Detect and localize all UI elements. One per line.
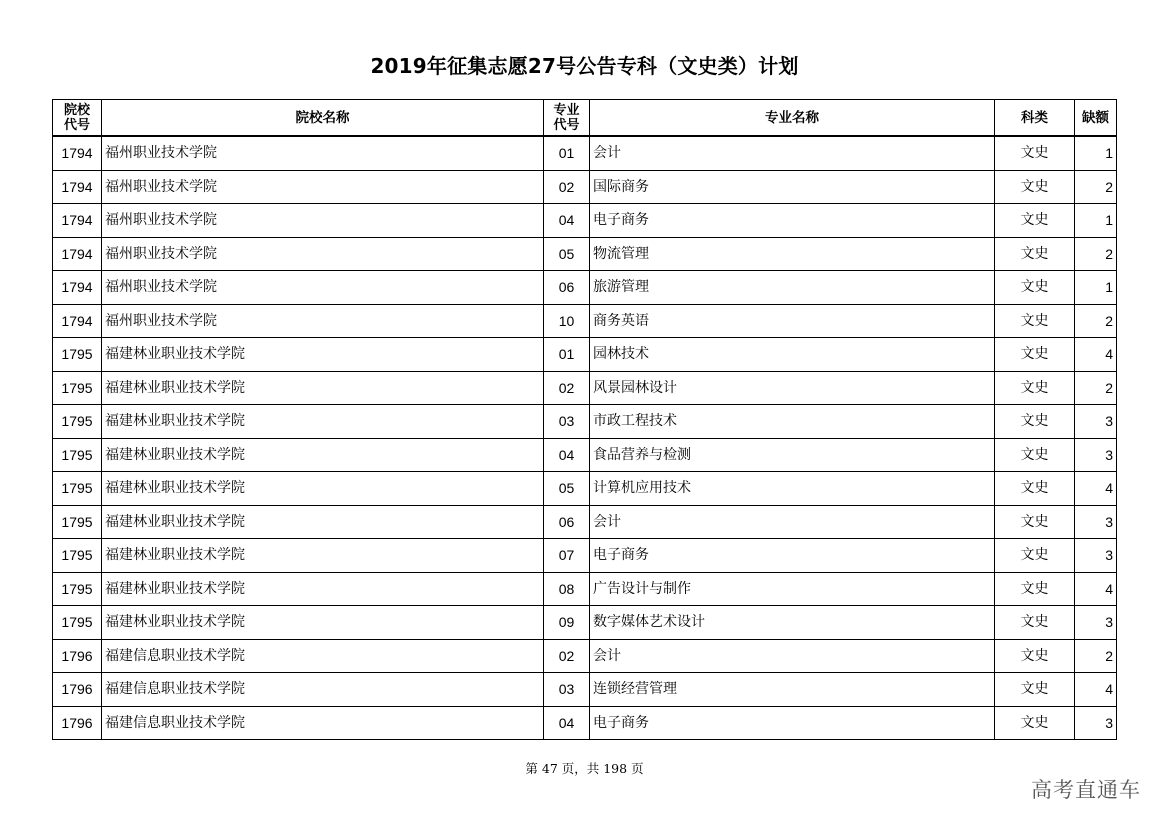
major-name-cell: 风景园林设计 <box>590 371 995 405</box>
table-header-row <box>53 100 1117 137</box>
school-code-cell: 1795 <box>53 539 102 573</box>
major-code-cell: 01 <box>544 338 590 372</box>
school-name-cell: 福建林业职业技术学院 <box>102 371 544 405</box>
table-row <box>53 204 1117 238</box>
table-row <box>53 237 1117 271</box>
major-code-cell: 09 <box>544 606 590 640</box>
school-name-cell: 福州职业技术学院 <box>102 304 544 338</box>
school-name-cell: 福州职业技术学院 <box>102 271 544 305</box>
school-code-cell: 1795 <box>53 606 102 640</box>
subject-cell: 文史 <box>995 304 1075 338</box>
major-code-cell: 07 <box>544 539 590 573</box>
table-row <box>53 606 1117 640</box>
subject-cell: 文史 <box>995 405 1075 439</box>
quota-cell: 4 <box>1075 673 1117 707</box>
major-code-cell: 04 <box>544 706 590 740</box>
quota-cell: 3 <box>1075 505 1117 539</box>
quota-cell: 2 <box>1075 371 1117 405</box>
major-name-cell: 市政工程技术 <box>590 405 995 439</box>
major-code-cell: 04 <box>544 438 590 472</box>
quota-cell: 2 <box>1075 237 1117 271</box>
major-name-cell: 电子商务 <box>590 706 995 740</box>
major-name-cell: 计算机应用技术 <box>590 472 995 506</box>
subject-cell: 文史 <box>995 271 1075 305</box>
subject-cell: 文史 <box>995 706 1075 740</box>
quota-cell: 2 <box>1075 170 1117 204</box>
major-code-cell: 02 <box>544 170 590 204</box>
major-name-cell: 园林技术 <box>590 338 995 372</box>
quota-cell: 1 <box>1075 204 1117 238</box>
header-subject: 科类 <box>995 100 1075 137</box>
table-row <box>53 505 1117 539</box>
school-name-cell: 福州职业技术学院 <box>102 237 544 271</box>
table-row <box>53 405 1117 439</box>
school-name-cell: 福建信息职业技术学院 <box>102 706 544 740</box>
school-code-cell: 1795 <box>53 405 102 439</box>
subject-cell: 文史 <box>995 539 1075 573</box>
major-name-cell: 连锁经营管理 <box>590 673 995 707</box>
quota-cell: 3 <box>1075 606 1117 640</box>
page-title: 2019年征集志愿27号公告专科（文史类）计划 <box>370 54 799 78</box>
subject-cell: 文史 <box>995 639 1075 673</box>
quota-cell: 3 <box>1075 706 1117 740</box>
header-school-name: 院校名称 <box>102 100 544 137</box>
header-major-code: 专业 代号 <box>544 100 590 137</box>
major-code-cell: 02 <box>544 371 590 405</box>
table-row <box>53 572 1117 606</box>
school-name-cell: 福建信息职业技术学院 <box>102 639 544 673</box>
quota-cell: 1 <box>1075 271 1117 305</box>
subject-cell: 文史 <box>995 136 1075 170</box>
major-code-cell: 10 <box>544 304 590 338</box>
school-code-cell: 1794 <box>53 204 102 238</box>
table-row <box>53 639 1117 673</box>
major-name-cell: 物流管理 <box>590 237 995 271</box>
enrollment-plan-table <box>52 99 1117 740</box>
quota-cell: 2 <box>1075 304 1117 338</box>
school-code-cell: 1795 <box>53 371 102 405</box>
quota-cell: 3 <box>1075 405 1117 439</box>
school-name-cell: 福建林业职业技术学院 <box>102 338 544 372</box>
major-code-cell: 04 <box>544 204 590 238</box>
major-name-cell: 会计 <box>590 136 995 170</box>
subject-cell: 文史 <box>995 237 1075 271</box>
table-row <box>53 472 1117 506</box>
major-name-cell: 电子商务 <box>590 204 995 238</box>
table-row <box>53 438 1117 472</box>
school-code-cell: 1795 <box>53 505 102 539</box>
major-name-cell: 广告设计与制作 <box>590 572 995 606</box>
school-code-cell: 1796 <box>53 639 102 673</box>
school-code-cell: 1794 <box>53 304 102 338</box>
major-code-cell: 05 <box>544 472 590 506</box>
major-code-cell: 08 <box>544 572 590 606</box>
school-code-cell: 1794 <box>53 170 102 204</box>
major-code-cell: 03 <box>544 405 590 439</box>
quota-cell: 4 <box>1075 572 1117 606</box>
quota-cell: 4 <box>1075 338 1117 372</box>
school-code-cell: 1795 <box>53 572 102 606</box>
school-code-cell: 1794 <box>53 136 102 170</box>
quota-cell: 1 <box>1075 136 1117 170</box>
table-row <box>53 673 1117 707</box>
major-code-cell: 06 <box>544 505 590 539</box>
school-name-cell: 福州职业技术学院 <box>102 136 544 170</box>
header-quota: 缺额 <box>1075 100 1117 137</box>
header-school-code: 院校 代号 <box>53 100 102 137</box>
quota-cell: 3 <box>1075 539 1117 573</box>
major-code-cell: 06 <box>544 271 590 305</box>
major-code-cell: 02 <box>544 639 590 673</box>
school-name-cell: 福建林业职业技术学院 <box>102 505 544 539</box>
major-name-cell: 旅游管理 <box>590 271 995 305</box>
subject-cell: 文史 <box>995 505 1075 539</box>
subject-cell: 文史 <box>995 338 1075 372</box>
school-name-cell: 福建林业职业技术学院 <box>102 606 544 640</box>
subject-cell: 文史 <box>995 606 1075 640</box>
school-code-cell: 1794 <box>53 271 102 305</box>
watermark-text: 高考直通车 <box>1031 778 1141 802</box>
table-body <box>53 136 1117 740</box>
major-name-cell: 国际商务 <box>590 170 995 204</box>
subject-cell: 文史 <box>995 371 1075 405</box>
school-code-cell: 1795 <box>53 472 102 506</box>
school-name-cell: 福建林业职业技术学院 <box>102 472 544 506</box>
school-name-cell: 福建林业职业技术学院 <box>102 539 544 573</box>
table-row <box>53 136 1117 170</box>
major-code-cell: 05 <box>544 237 590 271</box>
subject-cell: 文史 <box>995 170 1075 204</box>
school-name-cell: 福建林业职业技术学院 <box>102 405 544 439</box>
school-code-cell: 1795 <box>53 438 102 472</box>
table-row <box>53 539 1117 573</box>
school-code-cell: 1796 <box>53 673 102 707</box>
school-name-cell: 福建信息职业技术学院 <box>102 673 544 707</box>
subject-cell: 文史 <box>995 572 1075 606</box>
table-row <box>53 304 1117 338</box>
table-row <box>53 371 1117 405</box>
school-code-cell: 1794 <box>53 237 102 271</box>
table-row <box>53 706 1117 740</box>
subject-cell: 文史 <box>995 472 1075 506</box>
major-code-cell: 01 <box>544 136 590 170</box>
school-name-cell: 福建林业职业技术学院 <box>102 438 544 472</box>
major-name-cell: 商务英语 <box>590 304 995 338</box>
major-name-cell: 电子商务 <box>590 539 995 573</box>
quota-cell: 3 <box>1075 438 1117 472</box>
school-name-cell: 福州职业技术学院 <box>102 170 544 204</box>
school-name-cell: 福建林业职业技术学院 <box>102 572 544 606</box>
subject-cell: 文史 <box>995 204 1075 238</box>
school-code-cell: 1796 <box>53 706 102 740</box>
school-name-cell: 福州职业技术学院 <box>102 204 544 238</box>
table-row <box>53 338 1117 372</box>
quota-cell: 2 <box>1075 639 1117 673</box>
table-row <box>53 170 1117 204</box>
major-name-cell: 会计 <box>590 639 995 673</box>
school-code-cell: 1795 <box>53 338 102 372</box>
header-major-name: 专业名称 <box>590 100 995 137</box>
major-name-cell: 数字媒体艺术设计 <box>590 606 995 640</box>
major-name-cell: 食品营养与检测 <box>590 438 995 472</box>
quota-cell: 4 <box>1075 472 1117 506</box>
major-code-cell: 03 <box>544 673 590 707</box>
major-name-cell: 会计 <box>590 505 995 539</box>
table-row <box>53 271 1117 305</box>
subject-cell: 文史 <box>995 673 1075 707</box>
page-footer: 第 47 页，共 198 页 <box>525 761 644 776</box>
subject-cell: 文史 <box>995 438 1075 472</box>
